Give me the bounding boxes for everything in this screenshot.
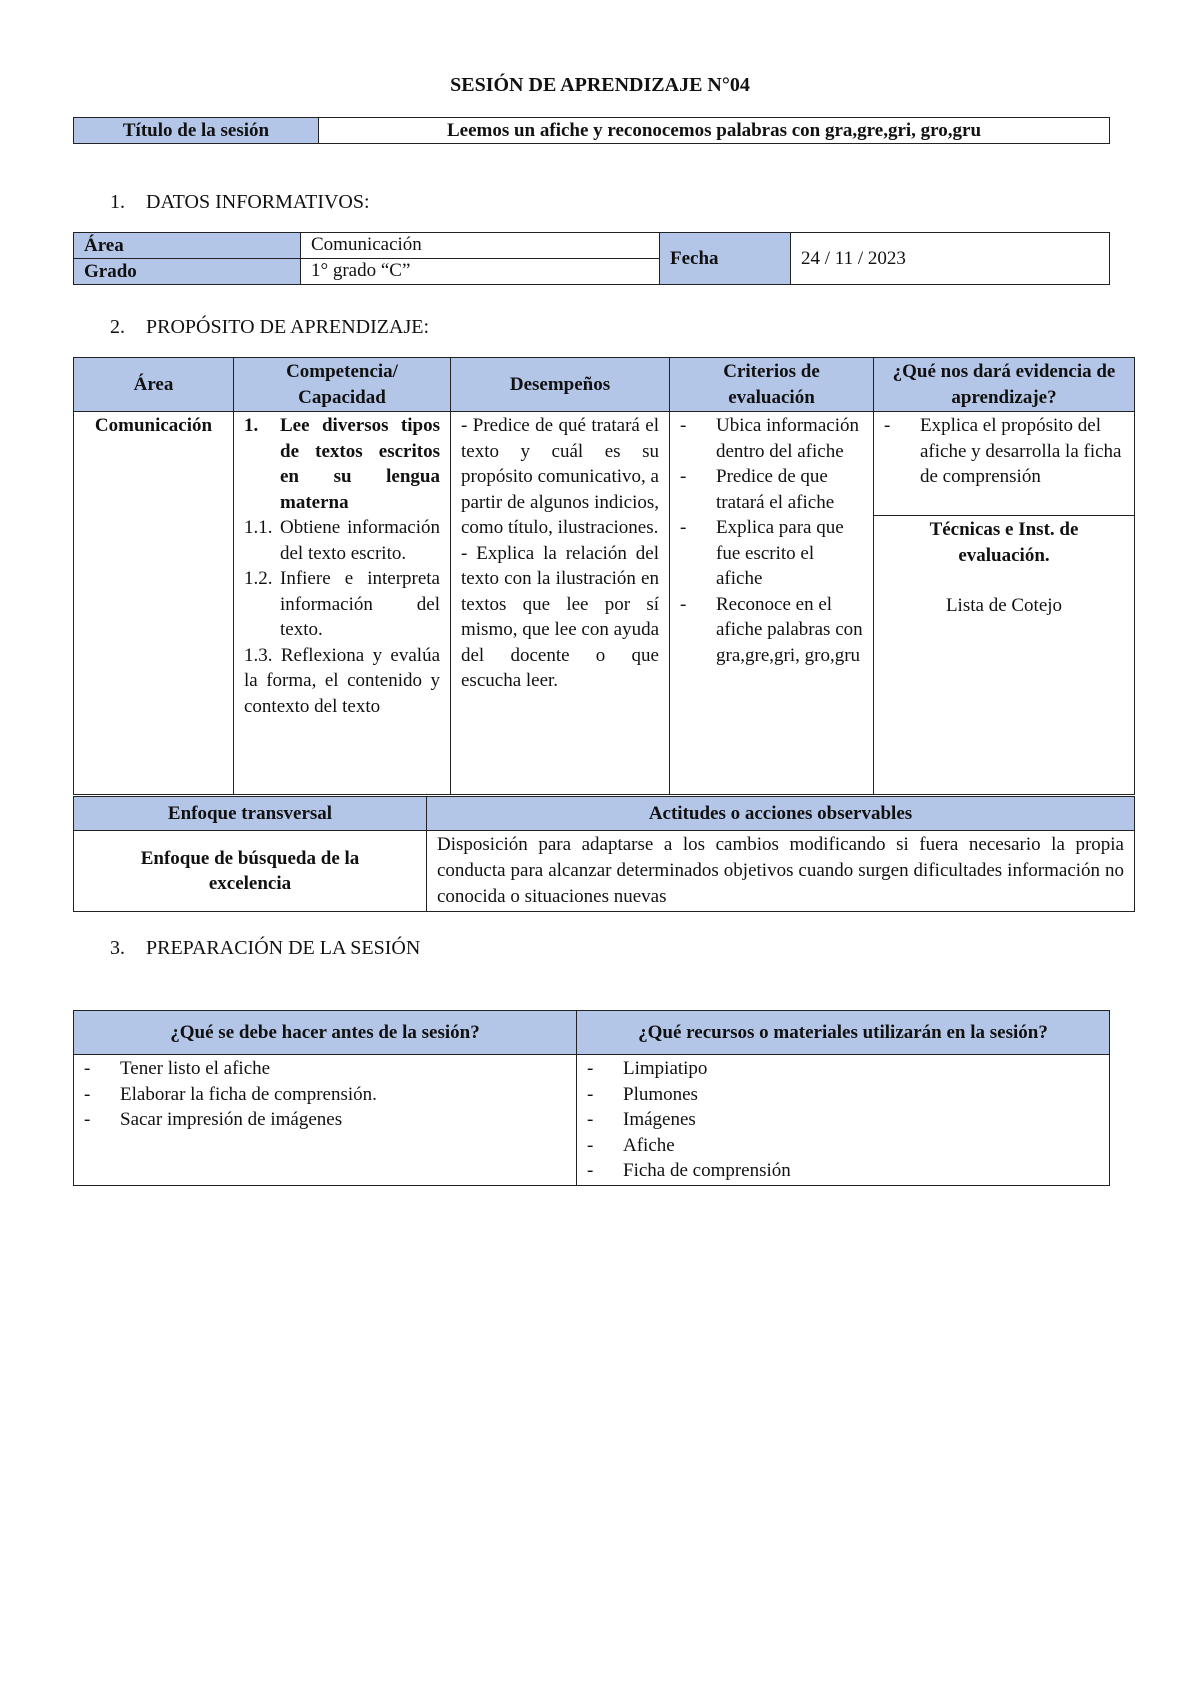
header-evidencia: ¿Qué nos dará evidencia de aprendizaje?: [874, 358, 1135, 412]
area-value: Comunicación: [301, 233, 660, 259]
preparacion-header-right: ¿Qué recursos o materiales utilizarán en la sesión?: [577, 1011, 1110, 1055]
preparacion-table: [73, 1010, 1110, 1186]
desempenos-cell: [451, 412, 670, 795]
header-area: Área: [74, 358, 234, 412]
grado-value: 1° grado “C”: [301, 259, 660, 285]
desempeno-item: - Predice de qué tratará el texto y cuál es su propósito comunicativo, a partir de algunos indicios, como título, ilustraciones.: [461, 415, 659, 538]
section-1-title: DATOS INFORMATIVOS:: [146, 191, 370, 213]
capacidad-item: 1.1. Obtiene información del texto escrito.: [244, 517, 440, 564]
header-competencia: Competencia/ Capacidad: [234, 358, 451, 412]
enfoque-description: Disposición para adaptarse a los cambios modificando si fuera necesario la propia conducta para alcanzar determinados objetivos cuando surgen dificultades información no conocida o situaciones nuevas: [427, 831, 1135, 912]
evidencia-cell: [874, 412, 1135, 516]
proposito-table: [73, 357, 1135, 795]
criterio-item: - Predice de que tratará el afiche: [680, 464, 863, 515]
recurso-item: - Plumones: [587, 1082, 1099, 1108]
session-title-label: Título de la sesión: [74, 118, 319, 144]
capacidad-item: 1.3. Reflexiona y evalúa la forma, el contenido y contexto del texto: [244, 644, 440, 717]
session-title-table: [73, 117, 1110, 144]
criterio-item: - Ubica información dentro del afiche: [680, 413, 863, 464]
tecnicas-cell: [874, 516, 1135, 795]
desempeno-item: - Explica la relación del texto con la ilustración en textos que lee por sí mismo, que lee con ayuda del docente o que escucha leer.: [461, 542, 659, 691]
antes-item: - Elaborar la ficha de comprensión.: [84, 1082, 566, 1108]
document-title: SESIÓN DE APRENDIZAJE N°04: [450, 74, 750, 96]
section-2-title: PROPÓSITO DE APRENDIZAJE:: [146, 316, 429, 338]
area-cell: Comunicación: [74, 412, 234, 795]
enfoque-table: [73, 796, 1135, 912]
recurso-item: - Afiche: [587, 1133, 1099, 1159]
recursos-cell: [577, 1055, 1110, 1186]
competencia-cell: [234, 412, 451, 795]
area-label: Área: [74, 233, 301, 259]
evidencia-item: - Explica el propósito del afiche y desarrolla la ficha de comprensión: [884, 413, 1124, 490]
criterio-item: - Reconoce en el afiche palabras con gra,gre,gri, gro,gru: [680, 592, 863, 669]
section-2-number: 2.: [110, 316, 125, 338]
antes-item: - Tener listo el afiche: [84, 1056, 566, 1082]
fecha-value: 24 / 11 / 2023: [791, 233, 1110, 285]
preparacion-header-left: ¿Qué se debe hacer antes de la sesión?: [74, 1011, 577, 1055]
competencia-item: 1. Lee diversos tipos de textos escritos en su lengua materna: [244, 415, 440, 513]
criterio-item: - Explica para que fue escrito el afiche: [680, 515, 863, 592]
enfoque-header-right: Actitudes o acciones observables: [427, 797, 1135, 831]
header-criterios: Criterios de evaluación: [670, 358, 874, 412]
antes-cell: [74, 1055, 577, 1186]
enfoque-name: Enfoque de búsqueda de la excelencia: [74, 831, 427, 912]
antes-item: - Sacar impresión de imágenes: [84, 1107, 566, 1133]
section-3-number: 3.: [110, 937, 125, 959]
enfoque-header-left: Enfoque transversal: [74, 797, 427, 831]
criterios-cell: [670, 412, 874, 795]
section-1-number: 1.: [110, 191, 125, 213]
recurso-item: - Limpiatipo: [587, 1056, 1099, 1082]
section-3-heading: [110, 937, 420, 960]
session-title-value: Leemos un afiche y reconocemos palabras con gra,gre,gri, gro,gru: [319, 118, 1110, 144]
header-desempenos: Desempeños: [451, 358, 670, 412]
tecnicas-label: Técnicas e Inst. de evaluación.: [929, 519, 1079, 566]
recurso-item: - Imágenes: [587, 1107, 1099, 1133]
fecha-label: Fecha: [660, 233, 791, 285]
section-3-title: PREPARACIÓN DE LA SESIÓN: [146, 937, 421, 959]
recurso-item: - Ficha de comprensión: [587, 1158, 1099, 1184]
capacidad-item: 1.2. Infiere e interpreta información del texto.: [244, 568, 440, 640]
grado-label: Grado: [74, 259, 301, 285]
datos-informativos-table: [73, 232, 1110, 285]
tecnicas-value: Lista de Cotejo: [945, 595, 1063, 616]
section-2-heading: [110, 316, 429, 339]
section-1-heading: [110, 191, 370, 214]
